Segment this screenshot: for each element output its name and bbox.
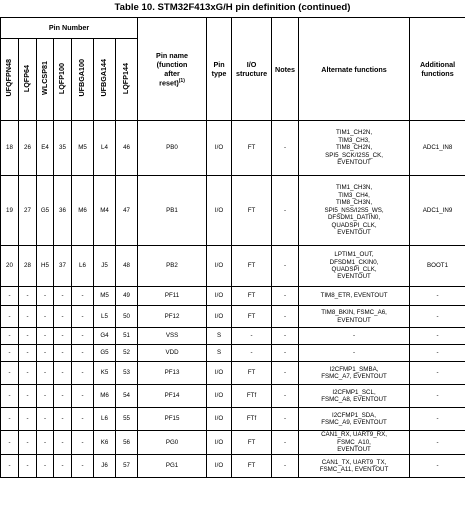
pin-number-cell: 47	[116, 176, 138, 246]
pin-number-cell: -	[1, 362, 19, 385]
alternate-function-line: FSMC_A9, EVENTOUT	[321, 419, 387, 426]
pin-definition-table	[0, 17, 465, 478]
alternate-function-line: CAN1_RX, UART9_RX,	[321, 431, 387, 439]
pin-number-cell: -	[19, 287, 37, 306]
pin-name-cell: PB1	[138, 176, 207, 246]
alternate-function-line: EVENTOUT	[337, 159, 371, 167]
pin-type-cell: I/O	[207, 246, 232, 287]
pin-number-cell: 37	[54, 246, 72, 287]
alternate-function-line: -	[353, 332, 356, 340]
io-structure-cell: FT	[232, 246, 272, 287]
alternate-function-line: I2CFMP1_SCL,	[332, 388, 376, 396]
pin-number-cell: -	[1, 328, 19, 345]
pin-number-cell: 52	[116, 345, 138, 362]
io-structure-cell: FT	[232, 362, 272, 385]
pin-type-cell: I/O	[207, 455, 232, 478]
pin-number-cell: -	[72, 408, 94, 431]
additional-functions-cell: ADC1_IN8	[410, 121, 465, 176]
notes-cell: -	[272, 431, 299, 455]
additional-functions-cell: -	[410, 287, 465, 306]
io-structure-cell: FT	[232, 287, 272, 306]
pin-number-cell: -	[54, 287, 72, 306]
io-structure-cell: FT	[232, 306, 272, 328]
pin-number-cell: 49	[116, 287, 138, 306]
pin-number-cell: -	[72, 345, 94, 362]
pin-number-cell: -	[37, 362, 54, 385]
pin-number-cell: L5	[94, 306, 116, 328]
pin-number-cell: -	[1, 385, 19, 408]
notes-cell: -	[272, 455, 299, 478]
package-header-ufbga144: UFBGA144	[94, 39, 116, 121]
alternate-function-line: CAN1_TX, UART9_TX,	[321, 458, 387, 466]
alternate-function-line: EVENTOUT	[337, 316, 371, 324]
pin-number-cell: 57	[116, 455, 138, 478]
alternate-functions-cell	[299, 455, 410, 478]
pin-number-cell: -	[19, 431, 37, 455]
pin-number-cell: 35	[54, 121, 72, 176]
pin-number-cell: M6	[94, 385, 116, 408]
pin-number-cell: G4	[94, 328, 116, 345]
pin-number-cell: -	[72, 385, 94, 408]
pin-number-cell: G5	[94, 345, 116, 362]
pin-number-cell: K6	[94, 431, 116, 455]
pin-type-cell: S	[207, 328, 232, 345]
pin-number-header: Pin Number	[1, 18, 138, 39]
pin-number-cell: E4	[37, 121, 54, 176]
pin-number-cell: 48	[116, 246, 138, 287]
pin-number-cell: -	[54, 455, 72, 478]
alternate-functions-cell	[299, 385, 410, 408]
table-row	[1, 287, 465, 306]
table-row	[1, 176, 465, 246]
alternate-functions-header: Alternate functions	[299, 18, 410, 121]
pin-number-cell: -	[37, 385, 54, 408]
pin-number-cell: -	[54, 431, 72, 455]
additional-functions-cell: -	[410, 328, 465, 345]
alternate-functions-cell	[299, 246, 410, 287]
alternate-function-line: TIM3_CH3,	[338, 136, 370, 144]
pin-name-cell: PF14	[138, 385, 207, 408]
pin-name-cell: PB2	[138, 246, 207, 287]
pin-type-cell: I/O	[207, 121, 232, 176]
notes-cell: -	[272, 385, 299, 408]
pin-name-header: Pin name (function after reset)$^{(1)}$	[138, 18, 207, 121]
pin-number-cell: M6	[72, 176, 94, 246]
table-row	[1, 345, 465, 362]
table-row	[1, 431, 465, 455]
io-structure-cell: FT	[232, 121, 272, 176]
pin-number-cell: -	[37, 306, 54, 328]
pin-name-cell: VSS	[138, 328, 207, 345]
package-header-ufqfpn48: UFQFPN48	[1, 39, 19, 121]
table-row	[1, 408, 465, 431]
pin-number-cell: 18	[1, 121, 19, 176]
pin-number-cell: -	[19, 385, 37, 408]
alternate-functions-cell	[299, 306, 410, 328]
alternate-functions-cell	[299, 121, 410, 176]
notes-cell: -	[272, 246, 299, 287]
alternate-function-line: DFSDM1_DATIN0,	[327, 214, 381, 222]
pin-number-cell: -	[1, 455, 19, 478]
alternate-functions-cell	[299, 345, 410, 362]
pin-number-cell: M5	[72, 121, 94, 176]
alternate-function-line: I2CFMP1_SDA,	[332, 411, 377, 419]
pin-number-cell: -	[37, 408, 54, 431]
pin-number-cell: -	[19, 328, 37, 345]
alternate-function-line: SPI5_SCK/I2S5_CK,	[325, 151, 383, 159]
table-body	[1, 121, 465, 478]
io-structure-header: I/O structure	[232, 18, 272, 121]
package-header-lqfp64: LQFP64	[19, 39, 37, 121]
table-row	[1, 246, 465, 287]
alternate-function-line: SPI5_NSS/I2S5_WS,	[324, 206, 384, 214]
pin-number-cell: 55	[116, 408, 138, 431]
pin-number-cell: -	[37, 287, 54, 306]
pin-name-cell: PF12	[138, 306, 207, 328]
alternate-function-line: TIM8_CH3N,	[335, 199, 373, 207]
table-row	[1, 455, 465, 478]
alternate-function-line: -	[353, 349, 356, 357]
pin-number-cell: J5	[94, 246, 116, 287]
pin-number-cell: 27	[19, 176, 37, 246]
alternate-function-line: FSMC_A8, EVENTOUT	[321, 396, 387, 403]
pin-number-cell: -	[72, 328, 94, 345]
alternate-function-line: TIM3_CH4,	[338, 191, 370, 199]
notes-cell: -	[272, 362, 299, 385]
pin-name-cell: PF11	[138, 287, 207, 306]
pin-number-cell: L4	[94, 121, 116, 176]
additional-functions-cell: ADC1_IN9	[410, 176, 465, 246]
alternate-function-line: LPTIM1_OUT,	[334, 251, 374, 259]
alternate-function-line: TIM8_ETR, EVENTOUT	[320, 292, 388, 300]
pin-type-cell: I/O	[207, 408, 232, 431]
alternate-functions-cell	[299, 328, 410, 345]
alternate-function-line: TIM1_CH3N,	[335, 184, 373, 192]
pin-number-cell: -	[72, 306, 94, 328]
pin-number-cell: -	[72, 287, 94, 306]
pin-number-cell: L6	[94, 408, 116, 431]
pin-type-header: Pin type	[207, 18, 232, 121]
pin-type-cell: I/O	[207, 431, 232, 455]
alternate-function-line: QUADSPI_CLK,	[331, 266, 377, 273]
pin-number-cell: -	[54, 345, 72, 362]
package-header-lqfp144: LQFP144	[116, 39, 138, 121]
additional-functions-cell: -	[410, 362, 465, 385]
additional-functions-header: Additional functions	[410, 18, 465, 121]
table-row	[1, 328, 465, 345]
io-structure-cell: FT	[232, 176, 272, 246]
pin-number-cell: -	[54, 408, 72, 431]
pin-number-cell: -	[19, 306, 37, 328]
pin-number-cell: 26	[19, 121, 37, 176]
pin-type-cell: I/O	[207, 362, 232, 385]
pin-type-cell: I/O	[207, 176, 232, 246]
pin-number-cell: -	[19, 455, 37, 478]
alternate-function-line: FSMC_A11, EVENTOUT	[319, 466, 389, 473]
alternate-function-line: DFSDM1_CKIN0,	[329, 258, 379, 266]
package-header-ufbga100: UFBGA100	[72, 39, 94, 121]
pin-number-cell: -	[19, 345, 37, 362]
io-structure-cell: -	[232, 345, 272, 362]
table-row	[1, 121, 465, 176]
pin-number-cell: -	[1, 345, 19, 362]
alternate-function-line: EVENTOUT	[337, 273, 371, 281]
pin-number-cell: -	[54, 306, 72, 328]
pin-number-cell: 28	[19, 246, 37, 287]
notes-cell: -	[272, 176, 299, 246]
pin-number-cell: 50	[116, 306, 138, 328]
pin-number-cell: M4	[94, 176, 116, 246]
pin-type-cell: S	[207, 345, 232, 362]
pin-number-cell: G5	[37, 176, 54, 246]
package-header-lqfp100: LQFP100	[54, 39, 72, 121]
pin-number-cell: -	[19, 408, 37, 431]
table-row	[1, 385, 465, 408]
alternate-function-line: FSMC_A10,	[337, 438, 371, 446]
alternate-functions-cell	[299, 431, 410, 455]
notes-cell: -	[272, 408, 299, 431]
additional-functions-cell: BOOT1	[410, 246, 465, 287]
pin-number-cell: -	[54, 362, 72, 385]
alternate-function-line: QUADSPI_CLK,	[331, 221, 377, 229]
additional-functions-cell: -	[410, 431, 465, 455]
additional-functions-cell: -	[410, 306, 465, 328]
pin-number-cell: 53	[116, 362, 138, 385]
notes-header: Notes	[272, 18, 299, 121]
alternate-functions-cell	[299, 408, 410, 431]
pin-number-cell: 19	[1, 176, 19, 246]
alternate-function-line: TIM1_CH2N,	[335, 129, 373, 137]
pin-name-cell: PF15	[138, 408, 207, 431]
additional-functions-cell: -	[410, 455, 465, 478]
pin-number-cell: -	[1, 431, 19, 455]
table-row	[1, 306, 465, 328]
pin-number-cell: 54	[116, 385, 138, 408]
io-structure-cell: FT	[232, 455, 272, 478]
pin-name-cell: PG0	[138, 431, 207, 455]
pin-name-cell: PF13	[138, 362, 207, 385]
io-structure-cell: FTf	[232, 385, 272, 408]
pin-number-cell: -	[54, 385, 72, 408]
alternate-function-line: TIM8_BKIN, FSMC_A6,	[321, 309, 387, 317]
pin-type-cell: I/O	[207, 385, 232, 408]
io-structure-cell: FT	[232, 431, 272, 455]
pin-number-cell: -	[1, 287, 19, 306]
pin-number-cell: -	[72, 431, 94, 455]
pin-type-cell: I/O	[207, 287, 232, 306]
pin-type-cell: I/O	[207, 306, 232, 328]
pin-number-cell: -	[1, 408, 19, 431]
notes-cell: -	[272, 306, 299, 328]
notes-cell: -	[272, 121, 299, 176]
pin-number-cell: -	[72, 362, 94, 385]
notes-cell: -	[272, 345, 299, 362]
io-structure-cell: FTf	[232, 408, 272, 431]
alternate-functions-cell	[299, 287, 410, 306]
additional-functions-cell: -	[410, 408, 465, 431]
pin-number-cell: -	[37, 345, 54, 362]
alternate-function-line: FSMC_A7, EVENTOUT	[321, 373, 387, 380]
alternate-functions-cell	[299, 362, 410, 385]
alternate-function-line: I2CFMP1_SMBA,	[329, 365, 379, 373]
table-row	[1, 362, 465, 385]
pin-number-cell: H5	[37, 246, 54, 287]
pin-number-cell: -	[19, 362, 37, 385]
pin-name-cell: VDD	[138, 345, 207, 362]
pin-number-cell: M5	[94, 287, 116, 306]
pin-number-cell: -	[54, 328, 72, 345]
pin-number-cell: L6	[72, 246, 94, 287]
notes-cell: -	[272, 287, 299, 306]
package-header-wlcsp81: WLCSP81	[37, 39, 54, 121]
notes-cell: -	[272, 328, 299, 345]
alternate-function-line: EVENTOUT	[337, 446, 371, 454]
pin-number-cell: J6	[94, 455, 116, 478]
additional-functions-cell: -	[410, 345, 465, 362]
alternate-function-line: EVENTOUT	[337, 229, 371, 237]
pin-number-cell: 36	[54, 176, 72, 246]
alternate-functions-cell	[299, 176, 410, 246]
pin-number-cell: 51	[116, 328, 138, 345]
io-structure-cell: -	[232, 328, 272, 345]
pin-number-cell: -	[37, 328, 54, 345]
pin-number-cell: -	[1, 306, 19, 328]
pin-name-cell: PG1	[138, 455, 207, 478]
pin-number-cell: 20	[1, 246, 19, 287]
pin-number-cell: -	[37, 431, 54, 455]
pin-number-cell: K5	[94, 362, 116, 385]
table-title: Table 10. STM32F413xG/H pin definition (continued)	[114, 2, 351, 13]
pin-number-cell: -	[37, 455, 54, 478]
pin-number-cell: 46	[116, 121, 138, 176]
alternate-function-line: TIM8_CH2N,	[335, 144, 373, 152]
additional-functions-cell: -	[410, 385, 465, 408]
pin-name-cell: PB0	[138, 121, 207, 176]
pin-number-cell: 56	[116, 431, 138, 455]
pin-number-cell: -	[72, 455, 94, 478]
